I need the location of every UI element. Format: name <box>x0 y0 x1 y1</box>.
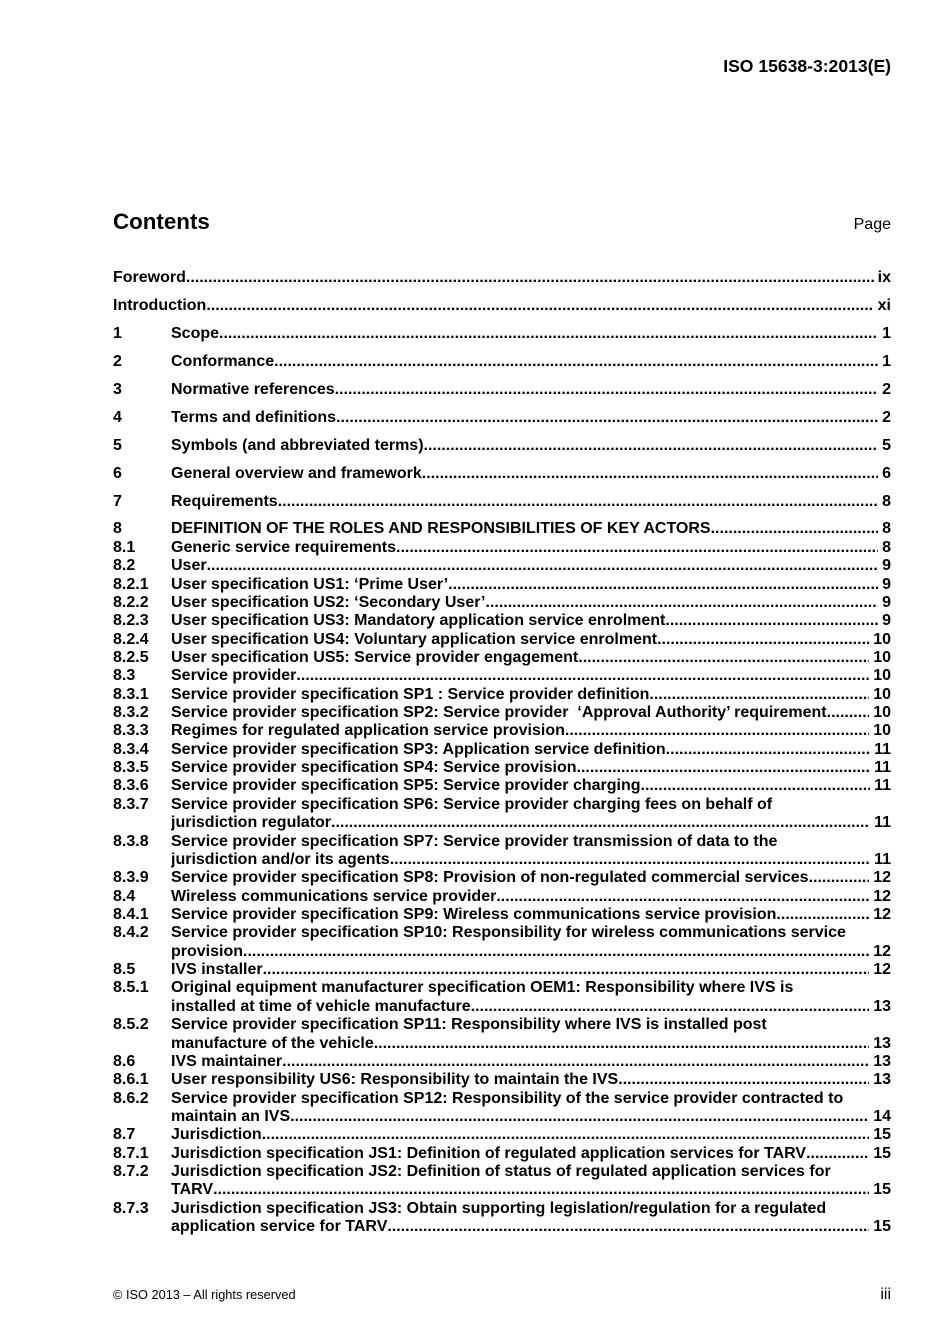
toc-entry[interactable] <box>113 759 891 777</box>
toc-entry-title: IVS maintainer <box>171 1052 283 1070</box>
toc-entry-line <box>171 493 891 511</box>
toc-entry[interactable] <box>113 594 891 612</box>
toc-entry-title: User specification US5: Service provider engagement <box>171 648 579 666</box>
toc-entry[interactable] <box>113 631 891 649</box>
toc-entry-line <box>113 269 891 287</box>
toc-entry-number: 8.6 <box>113 1052 136 1070</box>
toc-entry-number: 8 <box>113 520 122 538</box>
toc-entry-title: DEFINITION OF THE ROLES AND RESPONSIBILITIES OF KEY ACTORS <box>171 520 711 538</box>
toc-entry[interactable] <box>113 906 891 924</box>
toc-entry-title: User specification US3: Mandatory application service enrolment <box>171 612 666 630</box>
toc-entry-number: 8.7.1 <box>113 1144 149 1162</box>
toc-entry[interactable] <box>113 437 891 455</box>
toc-entry[interactable] <box>113 1126 891 1144</box>
toc-entry-line <box>171 722 891 740</box>
toc-entry-line <box>171 667 891 685</box>
toc-entry-number: 8.3.4 <box>113 740 149 758</box>
toc-entry-line <box>171 979 891 1016</box>
toc-entry-line <box>171 1071 891 1089</box>
toc-entry[interactable] <box>113 1145 891 1163</box>
toc-entry-number: 8.3.9 <box>113 869 149 887</box>
toc-entry-page: 8 <box>878 493 891 511</box>
toc-entry-line <box>171 1145 891 1163</box>
toc-entry-line <box>171 1053 891 1071</box>
toc-entry[interactable] <box>113 557 891 575</box>
toc-entry-line <box>171 465 891 483</box>
toc-entry[interactable] <box>113 409 891 427</box>
toc-entry-line <box>171 576 891 594</box>
toc-entry[interactable] <box>113 722 891 740</box>
toc-entry-page: 10 <box>869 667 891 685</box>
toc-entry-title: Service provider specification SP1 : Service provider definition <box>171 685 650 703</box>
toc-entry-title: Service provider specification SP6: Service provider charging fees on behalf of jurisdiction regulator <box>171 795 777 832</box>
toc-entry-page: xi <box>874 297 891 315</box>
toc-entry-line <box>171 594 891 612</box>
toc-entry-number: 5 <box>113 436 122 454</box>
toc-entry-line <box>171 741 891 759</box>
toc-entry-line <box>171 353 891 371</box>
toc-entry-page: 14 <box>869 1108 891 1126</box>
toc-entry-title: Jurisdiction specification JS3: Obtain supporting legislation/regulation for a regulated application service for TARV <box>171 1199 831 1236</box>
toc-entry-number: 3 <box>113 380 122 398</box>
toc-entry-title: User <box>171 557 207 575</box>
toc-entry-page: 5 <box>878 437 891 455</box>
toc-entry[interactable] <box>113 869 891 887</box>
toc-entry-title: Jurisdiction specification JS2: Definition of status of regulated application services for TARV <box>171 1163 836 1199</box>
toc-entry[interactable] <box>113 493 891 511</box>
toc-entry-line <box>171 1200 891 1237</box>
document-id: ISO 15638-3:2013(E) <box>723 56 891 76</box>
toc-entry-line <box>171 686 891 704</box>
toc-entry[interactable] <box>113 297 891 315</box>
toc-entry-page: 13 <box>869 1035 891 1053</box>
toc-entry-title: Service provider specification SP3: Application service definition <box>171 740 666 758</box>
toc-entry-title: Service provider specification SP5: Service provider charging <box>171 777 641 795</box>
toc-entry-number: 2 <box>113 352 122 370</box>
toc-entry-page: 1 <box>878 353 891 371</box>
toc-entry-number: 8.3.1 <box>113 685 149 703</box>
toc-entry-title: Normative references <box>171 380 335 398</box>
toc-entry-number: 8.3.6 <box>113 777 149 795</box>
toc-entry-line <box>171 906 891 924</box>
toc-entry[interactable] <box>113 979 891 1016</box>
toc-entry-number: 8.7.3 <box>113 1199 149 1217</box>
toc-entry-title: Foreword <box>113 269 186 286</box>
table-of-contents <box>113 269 891 1236</box>
toc-entry[interactable] <box>113 704 891 722</box>
page-number: iii <box>880 1286 891 1303</box>
toc-entry[interactable] <box>113 667 891 685</box>
toc-entry-number: 6 <box>113 464 122 482</box>
toc-entry-page: 8 <box>878 539 891 557</box>
toc-entry-number: 8.6.1 <box>113 1071 149 1089</box>
toc-entry[interactable] <box>113 1016 891 1053</box>
contents-heading: Contents <box>113 209 210 234</box>
toc-entry-title: Service provider specification SP9: Wireless communications service provision <box>171 905 777 923</box>
toc-entry-title: Introduction <box>113 296 207 314</box>
toc-entry-number: 4 <box>113 408 122 426</box>
toc-entry-page: 9 <box>878 557 891 575</box>
toc-entry-page: 10 <box>869 686 891 704</box>
toc-entry[interactable] <box>113 269 891 287</box>
toc-entry[interactable] <box>113 465 891 483</box>
toc-entry[interactable] <box>113 741 891 759</box>
toc-entry-number: 8.3.2 <box>113 704 149 722</box>
toc-entry-number: 8.3 <box>113 667 136 685</box>
toc-entry-line <box>171 1090 891 1127</box>
toc-entry-line <box>171 557 891 575</box>
toc-entry[interactable] <box>113 888 891 906</box>
toc-entry-title: Service provider specification SP12: Responsibility of the service provider contracted to maintain an IVS <box>171 1089 848 1125</box>
toc-entry-line <box>171 520 891 538</box>
toc-entry-page: ix <box>874 269 891 287</box>
page-footer <box>113 1286 891 1304</box>
toc-entry-line <box>171 704 891 722</box>
toc-entry-line <box>171 649 891 667</box>
toc-entry-page: 8 <box>878 520 891 538</box>
toc-entry-line <box>171 631 891 649</box>
toc-entry[interactable] <box>113 520 891 538</box>
toc-entry-page: 12 <box>869 943 891 961</box>
toc-entry[interactable] <box>113 1053 891 1071</box>
toc-entry-page: 2 <box>878 409 891 427</box>
toc-entry-title: Wireless communications service provider <box>171 887 497 905</box>
toc-entry-title: Terms and definitions <box>171 408 337 426</box>
toc-entry-line <box>171 409 891 427</box>
toc-entry-page: 9 <box>878 594 891 612</box>
toc-entry-title: Service provider specification SP2: Service provider ‘Approval Authority’ requirement <box>171 704 827 722</box>
toc-entry-number: 8.2.3 <box>113 612 149 630</box>
toc-entry-number: 8.2 <box>113 557 136 575</box>
toc-entry-line <box>171 759 891 777</box>
toc-entry-page: 13 <box>869 998 891 1016</box>
toc-entry-title: Scope <box>171 324 220 342</box>
toc-entry-title: Symbols (and abbreviated terms) <box>171 436 424 454</box>
toc-entry-line <box>171 539 891 557</box>
toc-entry-title: Requirements <box>171 492 278 510</box>
toc-entry-number: 8.3.8 <box>113 832 149 850</box>
toc-entry-title: Original equipment manufacturer specification OEM1: Responsibility where IVS is installed at time of vehicle manufacture <box>171 979 798 1015</box>
toc-entry-line <box>171 777 891 795</box>
toc-entry-number: 8.3.7 <box>113 795 149 813</box>
toc-entry-page: 10 <box>869 704 891 722</box>
toc-entry-number: 8.2.5 <box>113 648 149 666</box>
toc-entry-line <box>171 869 891 887</box>
toc-entry-page: 6 <box>878 465 891 483</box>
toc-entry-line <box>171 437 891 455</box>
toc-entry-line <box>113 297 891 315</box>
toc-entry-page: 13 <box>869 1053 891 1071</box>
toc-entry-title: User responsibility US6: Responsibility to maintain the IVS <box>171 1071 619 1089</box>
toc-entry-number: 8.2.2 <box>113 593 149 611</box>
toc-entry-title: Service provider specification SP4: Service provision <box>171 759 577 777</box>
toc-entry[interactable] <box>113 833 891 870</box>
toc-entry-page: 15 <box>869 1145 891 1163</box>
toc-entry-page: 11 <box>870 759 891 777</box>
toc-entry-line <box>171 1163 891 1200</box>
toc-entry-title: User specification US1: ‘Prime User’ <box>171 575 449 593</box>
toc-entry-title: General overview and framework <box>171 464 422 482</box>
toc-entry-number: 8.6.2 <box>113 1089 149 1107</box>
toc-entry-line <box>171 381 891 399</box>
toc-entry[interactable] <box>113 325 891 343</box>
toc-entry-line <box>171 888 891 906</box>
toc-entry-number: 8.7 <box>113 1126 136 1144</box>
toc-entry-title: Service provider <box>171 667 297 685</box>
toc-entry-page: 12 <box>869 869 891 887</box>
toc-entry-number: 8.5.2 <box>113 1016 149 1034</box>
toc-entry-page: 10 <box>869 722 891 740</box>
toc-entry-line <box>171 612 891 630</box>
toc-entry-number: 8.1 <box>113 538 136 556</box>
toc-entry-title: Jurisdiction <box>171 1126 262 1144</box>
toc-entry[interactable] <box>113 796 891 833</box>
toc-entry-number: 8.4.1 <box>113 905 149 923</box>
toc-entry-page: 11 <box>870 814 891 832</box>
toc-entry-line <box>171 833 891 870</box>
toc-entry[interactable] <box>113 353 891 371</box>
toc-entry-page: 9 <box>878 576 891 594</box>
toc-entry-line <box>171 1126 891 1144</box>
toc-entry-page: 15 <box>869 1181 891 1199</box>
toc-entry-line <box>171 325 891 343</box>
toc-entry-number: 8.4 <box>113 887 136 905</box>
toc-entry-number: 8.3.3 <box>113 722 149 740</box>
toc-entry[interactable] <box>113 777 891 795</box>
toc-entry-line <box>171 796 891 833</box>
toc-entry-page: 15 <box>869 1218 891 1236</box>
toc-entry-title: Conformance <box>171 352 275 370</box>
toc-entry[interactable] <box>113 1071 891 1089</box>
toc-entry[interactable] <box>113 924 891 961</box>
toc-entry-title: IVS installer <box>171 961 263 979</box>
toc-entry-number: 1 <box>113 324 122 342</box>
toc-entry-number: 8.5.1 <box>113 979 149 997</box>
toc-entry-page: 10 <box>869 631 891 649</box>
toc-entry[interactable] <box>113 686 891 704</box>
toc-entry-line <box>171 924 891 961</box>
toc-entry-page: 11 <box>870 741 891 759</box>
page-column-label: Page <box>853 216 891 233</box>
toc-entry-page: 11 <box>870 777 891 795</box>
toc-entry-line <box>171 1016 891 1053</box>
toc-entry-title: Service provider specification SP10: Responsibility for wireless communications service provision <box>171 924 851 960</box>
toc-entry-number: 8.2.1 <box>113 575 149 593</box>
toc-entry-number: 8.5 <box>113 961 136 979</box>
toc-entry-title: User specification US2: ‘Secondary User’ <box>171 593 486 611</box>
toc-entry-page: 12 <box>869 888 891 906</box>
toc-entry-page: 9 <box>878 612 891 630</box>
toc-entry-title: Service provider specification SP11: Responsibility where IVS is installed post manufacture of the vehicle <box>171 1016 772 1052</box>
toc-entry-number: 8.4.2 <box>113 924 149 942</box>
toc-entry-title: Service provider specification SP8: Provision of non-regulated commercial services <box>171 869 809 887</box>
toc-entry-page: 10 <box>869 649 891 667</box>
toc-entry-page: 13 <box>869 1071 891 1089</box>
toc-entry-page: 12 <box>869 961 891 979</box>
toc-entry-title: Generic service requirements <box>171 538 397 556</box>
toc-entry-title: Jurisdiction specification JS1: Definition of regulated application services for TARV <box>171 1144 807 1162</box>
toc-entry-number: 8.2.4 <box>113 630 149 648</box>
toc-entry[interactable] <box>113 1200 891 1237</box>
toc-entry-title: User specification US4: Voluntary application service enrolment <box>171 630 658 648</box>
toc-entry-number: 7 <box>113 492 122 510</box>
toc-entry[interactable] <box>113 576 891 594</box>
toc-entry-title: Regimes for regulated application service provision <box>171 722 565 740</box>
toc-entry-number: 8.7.2 <box>113 1163 149 1181</box>
toc-entry-page: 1 <box>878 325 891 343</box>
toc-entry[interactable] <box>113 612 891 630</box>
toc-entry[interactable] <box>113 539 891 557</box>
contents-header <box>113 209 891 235</box>
toc-entry-page: 2 <box>878 381 891 399</box>
toc-entry-page: 15 <box>869 1126 891 1144</box>
toc-entry[interactable] <box>113 1090 891 1127</box>
toc-entry[interactable] <box>113 961 891 979</box>
copyright-notice: © ISO 2013 – All rights reserved <box>113 1287 296 1302</box>
toc-entry[interactable] <box>113 381 891 399</box>
toc-entry[interactable] <box>113 1163 891 1200</box>
toc-entry-number: 8.3.5 <box>113 759 149 777</box>
toc-entry-title: Service provider specification SP7: Service provider transmission of data to the jurisdiction and/or its agents <box>171 832 782 868</box>
toc-entry-page: 11 <box>870 851 891 869</box>
toc-entry-page: 12 <box>869 906 891 924</box>
toc-entry[interactable] <box>113 649 891 667</box>
toc-entry-line <box>171 961 891 979</box>
